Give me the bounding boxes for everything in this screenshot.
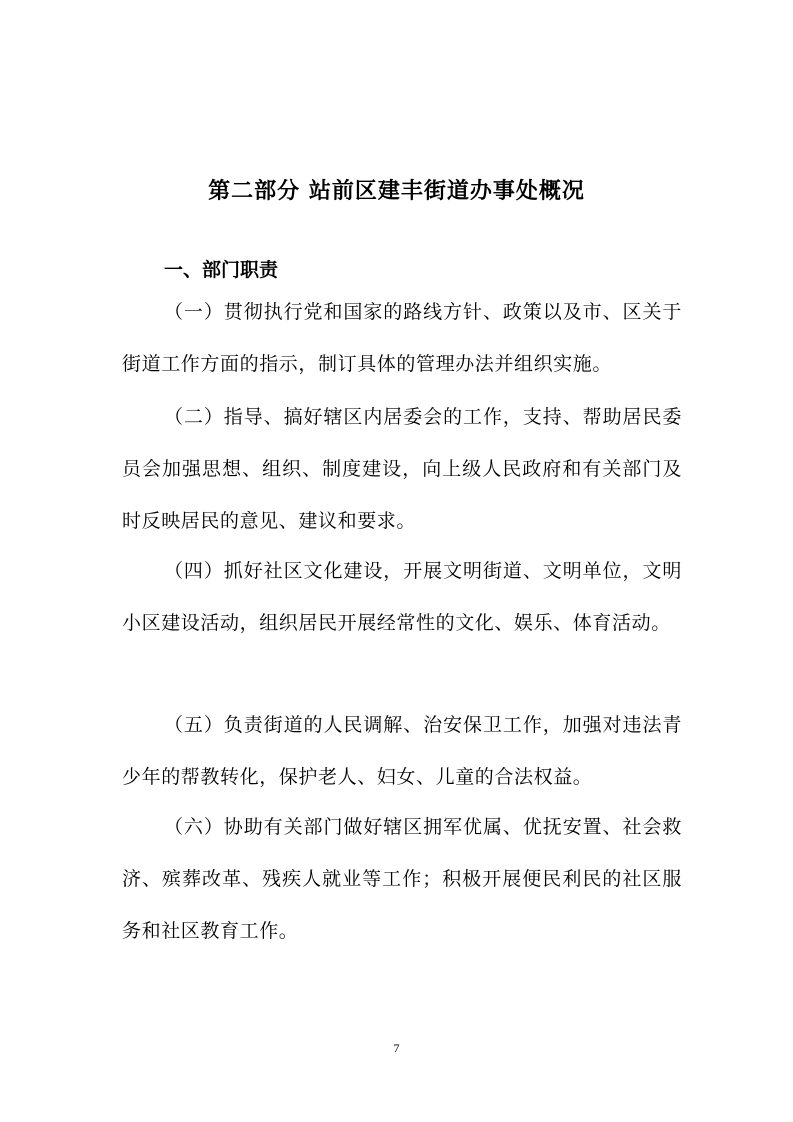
paragraph-1: （一）贯彻执行党和国家的路线方针、政策以及市、区关于街道工作方面的指示，制订具体的管理办法并组织实施。 xyxy=(122,301,682,375)
paragraph-5: （六）协助有关部门做好辖区拥军优属、优抚安置、社会救济、殡葬改革、残疾人就业等工作；积极开展便民利民的社区服务和社区教育工作。 xyxy=(122,816,682,942)
paragraph-4: （五）负责街道的人民调解、治安保卫工作，加强对违法青少年的帮教转化，保护老人、妇女、儿童的合法权益。 xyxy=(122,714,682,788)
section-heading: 一、部门职责 xyxy=(164,259,279,281)
page-number: 7 xyxy=(393,1041,400,1055)
paragraph-3: （四）抓好社区文化建设，开展文明街道、文明单位，文明小区建设活动，组织居民开展经常性的文化、娱乐、体育活动。 xyxy=(122,560,682,634)
page-title: 第二部分 站前区建丰街道办事处概况 xyxy=(208,179,585,204)
paragraph-2: （二）指导、搞好辖区内居委会的工作，支持、帮助居民委员会加强思想、组织、制度建设，向上级人民政府和有关部门及时反映居民的意见、建议和要求。 xyxy=(122,406,682,532)
